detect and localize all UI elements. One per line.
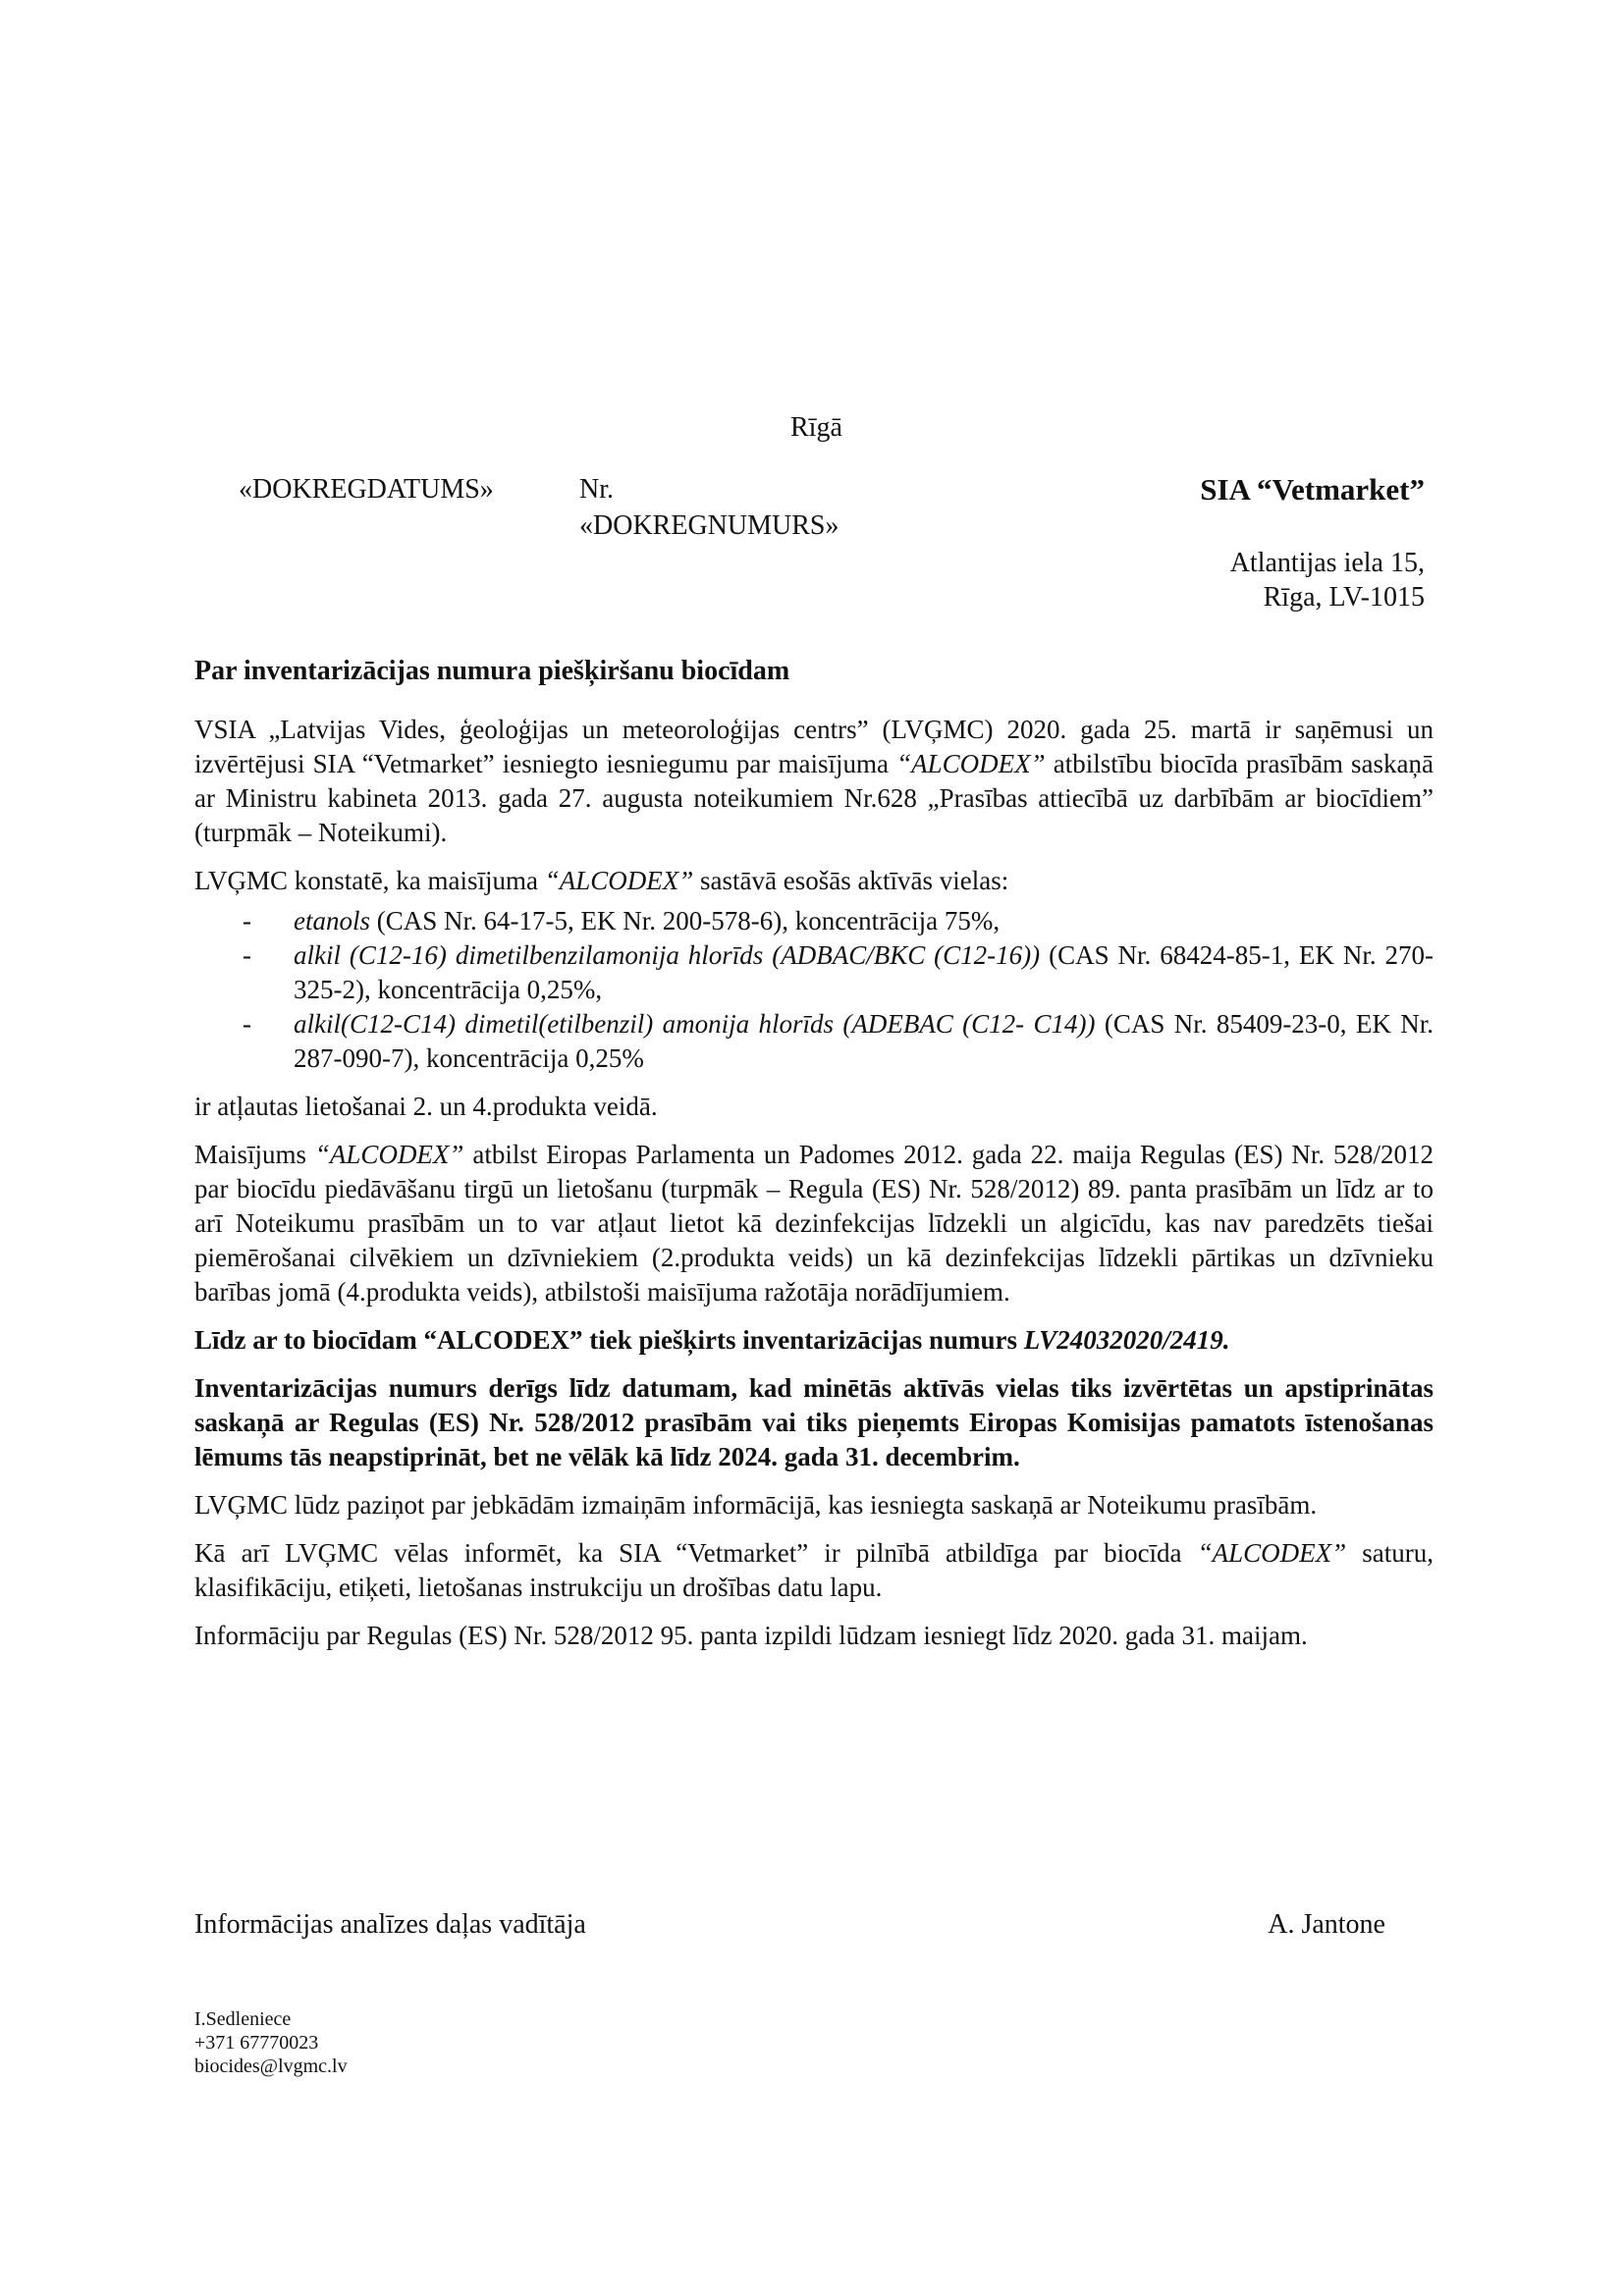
- product-name: “ALCODEX”: [896, 749, 1046, 778]
- paragraph-1: VSIA „Latvijas Vides, ģeoloģijas un meteoroloģijas centrs” (LVĢMC) 2020. gada 25. martā ir saņēmusi un izvērtējusi SIA “Vetmarket” iesniegto iesniegumu par maisījuma “ALCODEX” atbilstību biocīda prasībām saskaņā ar Ministru kabineta 2013. gada 27. augusta noteikumiem Nr.628 „Prasības attiecībā uz darbībām ar biocīdiem” (turpmāk – Noteikumi).: [194, 715, 1435, 847]
- recipient-address-line1: Atlantijas iela 15,: [1229, 548, 1425, 578]
- city: Rīgā: [790, 412, 842, 443]
- product-name: “ALCODEX”: [544, 866, 694, 895]
- paragraph-4: Maisījums “ALCODEX” atbilst Eiropas Parlamenta un Padomes 2012. gada 22. maija Regulas (ES) Nr. 528/2012 par biocīdu piedāvāšanu tirgū un lietošanu (turpmāk – Regula (ES) Nr. 528/2012) 89. panta prasībām un līdz ar to arī Noteikumu prasībām un to var atļaut lietot kā dezinfekcijas līdzekli un algicīdu, kas nav paredzēts tiešai piemērošanai cilvēkiem un dzīvniekiem (2.produkta veids) un kā dezinfekcijas līdzekli pārtikas un dzīvnieku barības jomā (4.produkta veids), atbilstoši maisījuma ražotāja norādījumiem.: [194, 1140, 1434, 1307]
- list-item: [194, 904, 1434, 938]
- document-date-placeholder: «DOKREGDATUMS»: [239, 474, 494, 505]
- signatory-name: A. Jantone: [1268, 1909, 1385, 1940]
- active-substances-list: [194, 904, 1434, 1076]
- paragraph-6: Inventarizācijas numurs derīgs līdz datumam, kad minētās aktīvās vielas tiks izvērtētas un apstiprinātas saskaņā ar Regulas (ES) Nr. 528/2012 prasībām vai tiks pieņemts Eiropas Komisijas pamatots īstenošanas lēmums tās neapstiprināt, bet ne vēlāk kā līdz 2024. gada 31. decembrim.: [194, 1373, 1434, 1471]
- recipient-address-line2: Rīga, LV-1015: [1263, 582, 1425, 613]
- list-item: [194, 938, 1434, 1007]
- contact-phone: +371 67770023: [194, 2032, 319, 2054]
- list-item: [194, 1007, 1434, 1076]
- substance-name: alkil (C12-16) dimetilbenzilamonija hlorīds (ADBAC/BKC (C12-16)): [294, 940, 1041, 970]
- paragraph-7: LVĢMC lūdz paziņot par jebkādām izmaiņām informācijā, kas iesniegta saskaņā ar Noteikumu prasībām.: [194, 1490, 1318, 1520]
- recipient-name: SIA “Vetmarket”: [1200, 472, 1425, 507]
- contact-block: [194, 2007, 348, 2078]
- substance-details: (CAS Nr. 85409-23-0, EK Nr. 287-090-7), koncentrācija 0,25%: [294, 1009, 1434, 1073]
- inventory-number: LV24032020/2419.: [1023, 1325, 1230, 1355]
- registration-number-placeholder: «DOKREGNUMURS»: [579, 510, 839, 541]
- product-name: “ALCODEX”: [1197, 1538, 1347, 1568]
- letter-body: [194, 713, 1434, 1667]
- substance-details: (CAS Nr. 68424-85-1, EK Nr. 270-325-2), koncentrācija 0,25%,: [294, 940, 1435, 1004]
- number-label: Nr.: [579, 474, 614, 505]
- list-dash: -: [243, 1009, 251, 1039]
- list-dash: -: [243, 906, 251, 935]
- list-dash: -: [243, 940, 251, 970]
- paragraph-2: LVĢMC konstatē, ka maisījuma “ALCODEX” sastāvā esošās aktīvās vielas:: [194, 866, 1009, 895]
- paragraph-5: Līdz ar to biocīdam “ALCODEX” tiek piešķirts inventarizācijas numurs LV24032020/2419.: [194, 1325, 1230, 1355]
- signatory-position: Informācijas analīzes daļas vadītāja: [194, 1909, 586, 1940]
- contact-name: I.Sedleniece: [194, 2008, 292, 2030]
- substance-name: alkil(C12-C14) dimetil(etilbenzil) amonija hlorīds (ADEBAC (C12- C14)): [294, 1009, 1096, 1039]
- substance-details: (CAS Nr. 64-17-5, EK Nr. 200-578-6), koncentrācija 75%,: [370, 906, 1001, 935]
- paragraph-9: Informāciju par Regulas (ES) Nr. 528/2012 95. panta izpildi lūdzam iesniegt līdz 2020. gada 31. maijam.: [194, 1621, 1308, 1650]
- product-name: “ALCODEX”: [314, 1140, 464, 1169]
- substance-name: etanols: [294, 906, 370, 935]
- paragraph-3: ir atļautas lietošanai 2. un 4.produkta veidā.: [194, 1092, 658, 1121]
- letter-subject: Par inventarizācijas numura piešķiršanu biocīdam: [194, 656, 790, 686]
- paragraph-8: Kā arī LVĢMC vēlas informēt, ka SIA “Vetmarket” ir pilnībā atbildīga par biocīda “ALCODEX” saturu, klasifikāciju, etiķeti, lietošanas instrukciju un drošības datu lapu.: [194, 1538, 1434, 1602]
- contact-email: biocides@lvgmc.lv: [194, 2056, 348, 2077]
